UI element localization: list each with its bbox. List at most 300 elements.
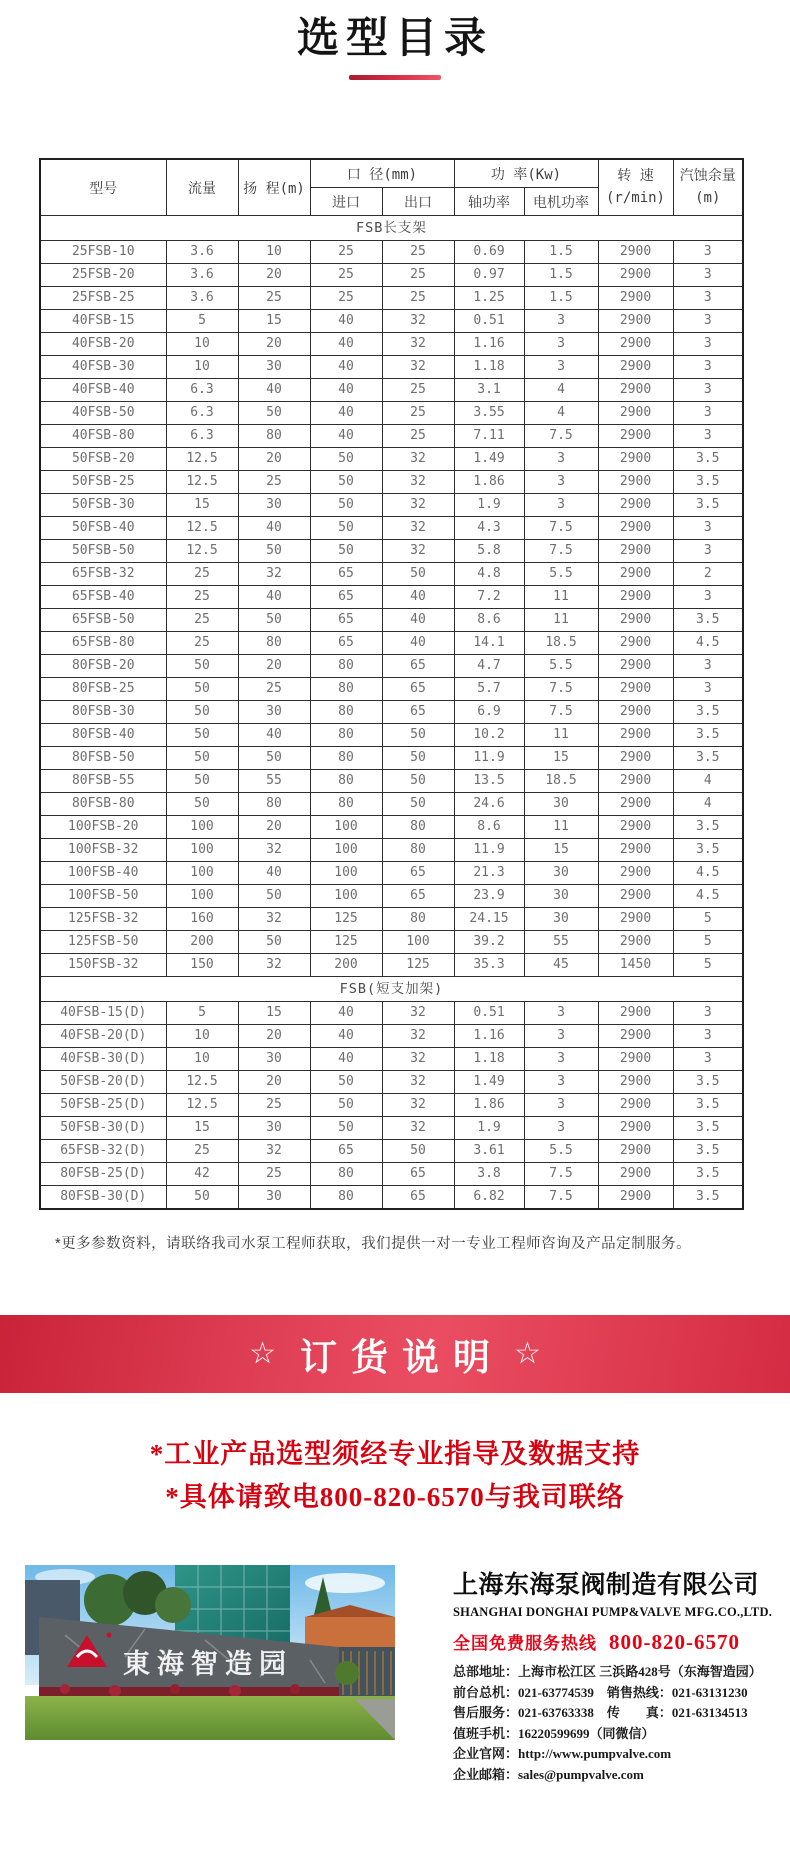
table-cell: 5: [673, 908, 743, 931]
table-cell: 39.2: [454, 931, 524, 954]
table-cell: 80: [310, 770, 382, 793]
table-cell: 15: [238, 310, 310, 333]
table-cell: 2900: [598, 1025, 673, 1048]
table-cell: 5.8: [454, 540, 524, 563]
table-cell: 4.8: [454, 563, 524, 586]
table-cell: 3.6: [166, 287, 238, 310]
table-cell: 10: [238, 241, 310, 264]
table-row: [40, 655, 743, 678]
table-cell: 2900: [598, 862, 673, 885]
table-cell: 3.5: [673, 701, 743, 724]
table-cell: 50FSB-40: [40, 517, 166, 540]
table-cell: 3: [673, 1025, 743, 1048]
table-cell: 15: [524, 747, 598, 770]
table-cell: 40FSB-30: [40, 356, 166, 379]
table-cell: 65: [382, 1186, 454, 1210]
table-cell: 80: [238, 425, 310, 448]
contact-line: 售后服务：021-63763338 传 真：021-63134513: [453, 1705, 748, 1721]
table-cell: 50: [238, 609, 310, 632]
table-cell: 65: [382, 862, 454, 885]
table-cell: 11: [524, 816, 598, 839]
table-cell: 2900: [598, 908, 673, 931]
table-section-label: FSB长支架: [40, 216, 743, 241]
title-underline: [349, 75, 441, 80]
table-row: [40, 540, 743, 563]
contact-line: 前台总机：021-63774539 销售热线：021-63131230: [453, 1684, 748, 1700]
table-row: [40, 724, 743, 747]
table-cell: 11: [524, 609, 598, 632]
table-cell: 4.5: [673, 885, 743, 908]
table-cell: 3: [673, 402, 743, 425]
table-cell: 11.9: [454, 839, 524, 862]
table-cell: 25: [238, 678, 310, 701]
table-row: [40, 563, 743, 586]
table-cell: 3: [673, 540, 743, 563]
table-cell: 2900: [598, 1140, 673, 1163]
table-row: [40, 609, 743, 632]
table-cell: 40: [238, 862, 310, 885]
table-row: [40, 747, 743, 770]
table-cell: 2900: [598, 1048, 673, 1071]
table-row: [40, 862, 743, 885]
tree: [155, 1587, 191, 1623]
slogan-block: [0, 1433, 790, 1519]
table-cell: 125FSB-32: [40, 908, 166, 931]
table-cell: 20: [238, 448, 310, 471]
table-cell: 24.6: [454, 793, 524, 816]
catalog-header: [0, 0, 790, 80]
table-cell: 3.5: [673, 1094, 743, 1117]
table-cell: 3.5: [673, 816, 743, 839]
table-cell: 3.5: [673, 724, 743, 747]
table-cell: 2900: [598, 793, 673, 816]
table-row: [40, 356, 743, 379]
table-cell: 25: [382, 402, 454, 425]
table-cell: 80: [310, 747, 382, 770]
table-cell: 80: [238, 793, 310, 816]
park-sign-text: 東海智造园: [123, 1649, 293, 1681]
table-cell: 50: [310, 540, 382, 563]
table-cell: 5: [166, 1002, 238, 1025]
table-cell: 2900: [598, 310, 673, 333]
table-cell: 50: [238, 540, 310, 563]
table-row: [40, 1071, 743, 1094]
table-cell: 30: [524, 862, 598, 885]
table-row: [40, 954, 743, 977]
table-cell: 25: [310, 264, 382, 287]
table-cell: 12.5: [166, 540, 238, 563]
table-cell: 3: [524, 1025, 598, 1048]
table-cell: 2: [673, 563, 743, 586]
table-cell: 3.5: [673, 1140, 743, 1163]
npsh-label: 汽蚀余量: [679, 168, 736, 185]
table-cell: 65: [310, 609, 382, 632]
table-cell: 14.1: [454, 632, 524, 655]
table-cell: 1.49: [454, 448, 524, 471]
table-cell: 65: [382, 885, 454, 908]
table-cell: 2900: [598, 517, 673, 540]
table-cell: 50FSB-50: [40, 540, 166, 563]
table-cell: 6.9: [454, 701, 524, 724]
table-cell: 3: [673, 264, 743, 287]
table-cell: 3: [524, 1002, 598, 1025]
table-cell: 50: [238, 931, 310, 954]
table-cell: 100: [310, 885, 382, 908]
table-cell: 7.5: [524, 1186, 598, 1210]
table-cell: 40FSB-50: [40, 402, 166, 425]
table-cell: 4.7: [454, 655, 524, 678]
table-cell: 5.7: [454, 678, 524, 701]
table-cell: 200: [310, 954, 382, 977]
table-cell: 50: [166, 655, 238, 678]
table-cell: 25: [166, 586, 238, 609]
table-cell: 25: [382, 241, 454, 264]
shrub: [335, 1661, 359, 1685]
table-cell: 25FSB-10: [40, 241, 166, 264]
table-row: [40, 287, 743, 310]
table-cell: 80FSB-25: [40, 678, 166, 701]
table-cell: 30: [238, 701, 310, 724]
table-row: [40, 310, 743, 333]
table-section-row: [40, 216, 743, 241]
table-cell: 50: [310, 517, 382, 540]
table-cell: 55: [524, 931, 598, 954]
table-cell: 40: [310, 379, 382, 402]
lawn: [25, 1696, 395, 1740]
table-cell: 20: [238, 333, 310, 356]
col-header-head: 扬 程(m): [238, 159, 310, 216]
table-cell: 40: [310, 310, 382, 333]
contact-line: 企业官网：http://www.pumpvalve.com: [453, 1746, 672, 1762]
table-cell: 20: [238, 264, 310, 287]
table-cell: 7.11: [454, 425, 524, 448]
table-cell: 7.5: [524, 701, 598, 724]
hotline-number: 800-820-6570: [609, 1630, 740, 1655]
table-cell: 50FSB-30(D): [40, 1117, 166, 1140]
table-cell: 80: [310, 655, 382, 678]
table-cell: 1.18: [454, 356, 524, 379]
table-cell: 40FSB-20: [40, 333, 166, 356]
table-cell: 0.51: [454, 310, 524, 333]
table-cell: 30: [238, 1186, 310, 1210]
table-row: [40, 885, 743, 908]
table-cell: 32: [382, 494, 454, 517]
table-cell: 32: [382, 1025, 454, 1048]
table-cell: 30: [238, 494, 310, 517]
table-cell: 2900: [598, 931, 673, 954]
table-cell: 80: [310, 793, 382, 816]
table-header: [40, 159, 743, 216]
table-cell: 40: [310, 333, 382, 356]
table-cell: 45: [524, 954, 598, 977]
table-cell: 80: [382, 816, 454, 839]
table-cell: 3.5: [673, 471, 743, 494]
table-cell: 3.5: [673, 1186, 743, 1210]
table-cell: 12.5: [166, 448, 238, 471]
contact-line: 总部地址：上海市松江区 三浜路428号（东海智造园）: [453, 1664, 762, 1680]
table-cell: 32: [238, 839, 310, 862]
table-cell: 100: [166, 839, 238, 862]
table-cell: 20: [238, 1071, 310, 1094]
table-cell: 3.5: [673, 839, 743, 862]
star-icon: ☆: [249, 1337, 276, 1371]
table-cell: 2900: [598, 356, 673, 379]
table-cell: 125: [382, 954, 454, 977]
table-cell: 7.2: [454, 586, 524, 609]
table-row: [40, 586, 743, 609]
col-header-flow: 流量: [166, 159, 238, 216]
table-cell: 3: [524, 333, 598, 356]
table-cell: 100: [310, 862, 382, 885]
table-cell: 80: [382, 839, 454, 862]
table-cell: 40FSB-15(D): [40, 1002, 166, 1025]
table-cell: 65: [382, 1163, 454, 1186]
col-header-shaft-power: 轴功率: [454, 188, 524, 216]
table-cell: 50: [238, 885, 310, 908]
table-row: [40, 632, 743, 655]
table-cell: 50: [166, 793, 238, 816]
table-cell: 80: [310, 1163, 382, 1186]
table-cell: 3: [524, 448, 598, 471]
table-cell: 4: [673, 770, 743, 793]
table-cell: 3: [673, 241, 743, 264]
table-cell: 3: [524, 494, 598, 517]
table-cell: 8.6: [454, 816, 524, 839]
table-cell: 100: [310, 839, 382, 862]
table-cell: 30: [524, 793, 598, 816]
table-cell: 15: [524, 839, 598, 862]
table-cell: 25: [166, 1140, 238, 1163]
table-cell: 3: [673, 1048, 743, 1071]
table-cell: 40: [310, 425, 382, 448]
table-cell: 3.5: [673, 747, 743, 770]
table-cell: 40: [310, 402, 382, 425]
table-cell: 50: [166, 678, 238, 701]
table-cell: 40FSB-15: [40, 310, 166, 333]
table-cell: 11: [524, 586, 598, 609]
table-cell: 3.55: [454, 402, 524, 425]
table-cell: 1.9: [454, 494, 524, 517]
table-cell: 3: [673, 287, 743, 310]
table-cell: 12.5: [166, 471, 238, 494]
table-cell: 2900: [598, 816, 673, 839]
table-cell: 50: [310, 448, 382, 471]
table-cell: 40: [310, 1025, 382, 1048]
table-cell: 50FSB-25(D): [40, 1094, 166, 1117]
service-hotline: [453, 1629, 783, 1655]
table-cell: 1.49: [454, 1071, 524, 1094]
selection-table-wrap: [39, 158, 790, 1210]
table-row: [40, 1002, 743, 1025]
table-row: [40, 1048, 743, 1071]
table-cell: 65: [310, 586, 382, 609]
table-row: [40, 701, 743, 724]
table-cell: 4: [524, 402, 598, 425]
table-cell: 20: [238, 816, 310, 839]
table-cell: 42: [166, 1163, 238, 1186]
table-cell: 65: [310, 632, 382, 655]
table-cell: 12.5: [166, 1094, 238, 1117]
table-cell: 30: [524, 885, 598, 908]
table-cell: 3: [673, 425, 743, 448]
table-cell: 2900: [598, 1186, 673, 1210]
table-cell: 65: [310, 563, 382, 586]
table-cell: 80FSB-40: [40, 724, 166, 747]
table-cell: 125FSB-50: [40, 931, 166, 954]
table-cell: 10: [166, 1048, 238, 1071]
table-cell: 35.3: [454, 954, 524, 977]
speed-unit: (r/min): [605, 189, 665, 206]
footnote: *更多参数资料，请联络我司水泵工程师获取，我们提供一对一专业工程师咨询及产品定制服务。: [55, 1236, 692, 1253]
table-cell: 1.5: [524, 241, 598, 264]
table-cell: 2900: [598, 540, 673, 563]
table-cell: 0.51: [454, 1002, 524, 1025]
table-row: [40, 793, 743, 816]
table-cell: 2900: [598, 402, 673, 425]
table-cell: 80FSB-20: [40, 655, 166, 678]
table-cell: 3.5: [673, 1071, 743, 1094]
table-cell: 7.5: [524, 678, 598, 701]
table-cell: 11: [524, 724, 598, 747]
table-cell: 32: [382, 333, 454, 356]
table-cell: 32: [382, 1002, 454, 1025]
table-cell: 50: [166, 1186, 238, 1210]
table-cell: 25FSB-25: [40, 287, 166, 310]
table-cell: 3: [673, 1002, 743, 1025]
table-cell: 100FSB-32: [40, 839, 166, 862]
table-cell: 5: [673, 954, 743, 977]
table-row: [40, 1140, 743, 1163]
table-cell: 2900: [598, 494, 673, 517]
table-cell: 80: [310, 1186, 382, 1210]
table-cell: 11.9: [454, 747, 524, 770]
table-cell: 65: [382, 655, 454, 678]
table-cell: 8.6: [454, 609, 524, 632]
table-cell: 50FSB-20(D): [40, 1071, 166, 1094]
table-cell: 50: [382, 747, 454, 770]
slogan-line-2: *具体请致电800-820-6570与我司联络: [165, 1482, 625, 1513]
table-cell: 32: [382, 1117, 454, 1140]
table-cell: 3: [524, 1094, 598, 1117]
table-cell: 25: [382, 379, 454, 402]
table-cell: 5.5: [524, 1140, 598, 1163]
order-banner-title: 订货说明: [300, 1337, 504, 1379]
table-cell: 32: [382, 310, 454, 333]
table-cell: 50FSB-30: [40, 494, 166, 517]
table-cell: 65FSB-50: [40, 609, 166, 632]
company-name-cn: 上海东海泵阀制造有限公司: [453, 1571, 760, 1600]
table-row: [40, 379, 743, 402]
company-section: [0, 1565, 790, 1785]
table-cell: 65FSB-32: [40, 563, 166, 586]
table-cell: 50: [166, 770, 238, 793]
table-cell: 3.5: [673, 448, 743, 471]
table-cell: 80: [382, 908, 454, 931]
table-row: [40, 264, 743, 287]
table-cell: 40: [238, 379, 310, 402]
table-cell: 0.69: [454, 241, 524, 264]
table-cell: 40: [238, 517, 310, 540]
table-cell: 4: [524, 379, 598, 402]
table-cell: 15: [166, 494, 238, 517]
table-cell: 40FSB-40: [40, 379, 166, 402]
table-cell: 10: [166, 356, 238, 379]
table-cell: 12.5: [166, 1071, 238, 1094]
table-row: [40, 1117, 743, 1140]
table-cell: 25: [238, 471, 310, 494]
table-cell: 25: [382, 425, 454, 448]
selection-table: [39, 158, 744, 1210]
table-cell: 3: [673, 379, 743, 402]
table-cell: 2900: [598, 701, 673, 724]
table-cell: 25: [238, 1163, 310, 1186]
table-cell: 2900: [598, 885, 673, 908]
table-cell: 25: [310, 241, 382, 264]
table-cell: 50: [166, 701, 238, 724]
table-cell: 40: [310, 356, 382, 379]
table-cell: 2900: [598, 241, 673, 264]
table-row: [40, 1163, 743, 1186]
table-cell: 2900: [598, 632, 673, 655]
table-cell: 30: [524, 908, 598, 931]
table-cell: 15: [166, 1117, 238, 1140]
table-cell: 3.5: [673, 494, 743, 517]
table-cell: 2900: [598, 839, 673, 862]
table-row: [40, 241, 743, 264]
table-cell: 12.5: [166, 517, 238, 540]
table-cell: 24.15: [454, 908, 524, 931]
table-row: [40, 931, 743, 954]
table-cell: 125: [310, 931, 382, 954]
table-row: [40, 1094, 743, 1117]
table-cell: 3: [524, 356, 598, 379]
table-cell: 50: [310, 1117, 382, 1140]
table-cell: 2900: [598, 1163, 673, 1186]
table-cell: 40FSB-30(D): [40, 1048, 166, 1071]
table-cell: 2900: [598, 563, 673, 586]
table-row: [40, 425, 743, 448]
table-cell: 65FSB-40: [40, 586, 166, 609]
contact-line: 值班手机：16220599699（同微信）: [453, 1725, 655, 1741]
table-cell: 2900: [598, 1071, 673, 1094]
table-section-row: [40, 977, 743, 1002]
page-title: 选型目录: [296, 14, 493, 61]
table-cell: 2900: [598, 264, 673, 287]
table-cell: 3: [524, 1048, 598, 1071]
table-cell: 0.97: [454, 264, 524, 287]
slogan-line-1: *工业产品选型须经专业指导及数据支持: [149, 1439, 641, 1470]
table-cell: 3.6: [166, 241, 238, 264]
table-cell: 1.9: [454, 1117, 524, 1140]
table-cell: 3.1: [454, 379, 524, 402]
table-cell: 32: [382, 448, 454, 471]
table-cell: 7.5: [524, 425, 598, 448]
table-cell: 32: [382, 471, 454, 494]
table-cell: 3: [524, 1117, 598, 1140]
table-cell: 50: [382, 563, 454, 586]
table-section-label: FSB(短支加架): [40, 977, 743, 1002]
table-cell: 50: [166, 747, 238, 770]
table-cell: 32: [382, 1094, 454, 1117]
table-cell: 32: [382, 540, 454, 563]
table-cell: 2900: [598, 609, 673, 632]
table-cell: 20: [238, 655, 310, 678]
table-cell: 80FSB-50: [40, 747, 166, 770]
table-cell: 40: [382, 632, 454, 655]
table-cell: 2900: [598, 770, 673, 793]
table-cell: 50: [238, 747, 310, 770]
table-cell: 100: [382, 931, 454, 954]
